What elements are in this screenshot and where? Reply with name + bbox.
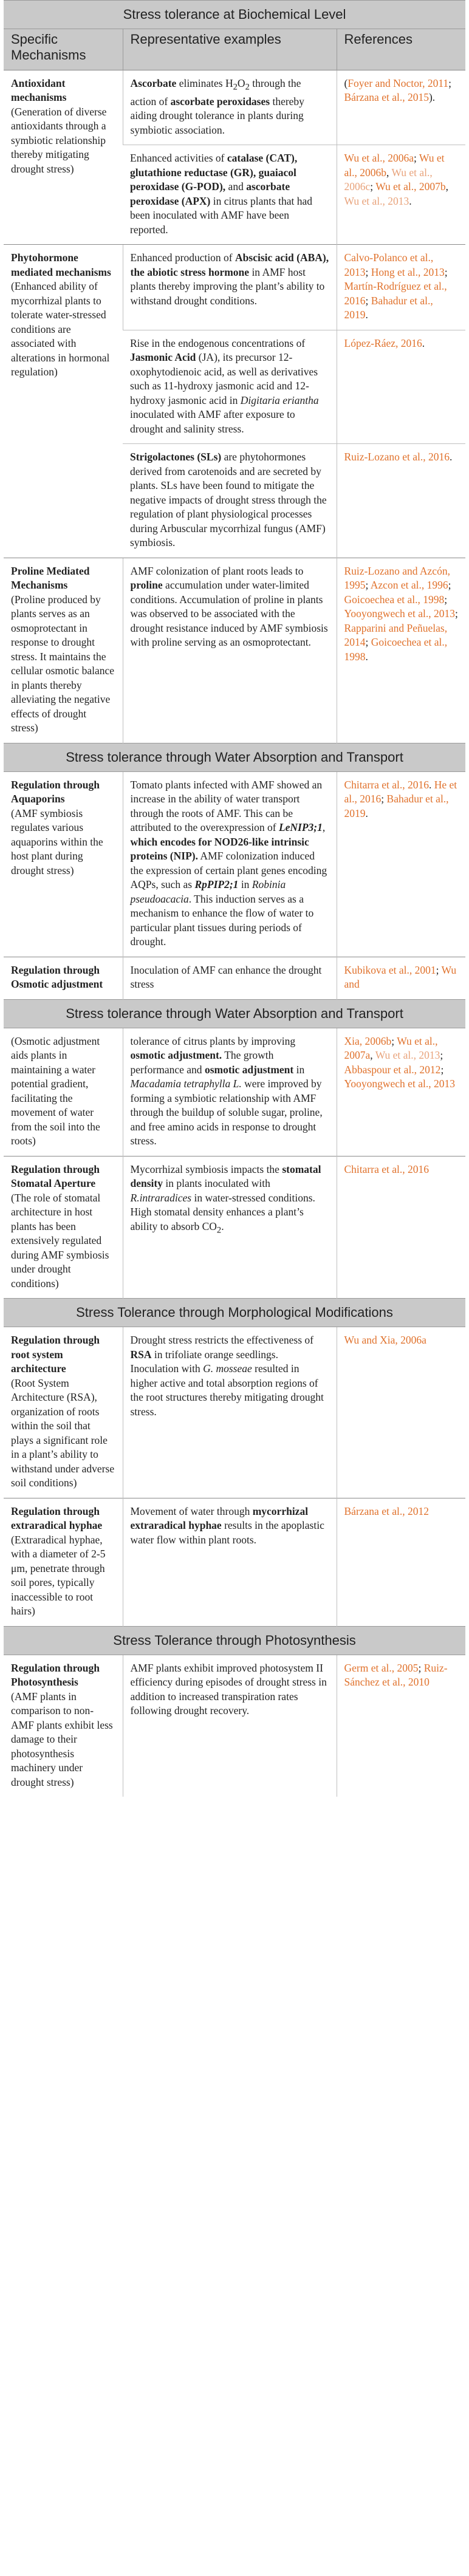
mechanism-cell	[4, 245, 123, 558]
reference-link[interactable]: Bahadur et al., 2019	[344, 793, 449, 819]
mechanism-description: (Generation of diverse antioxidants through a symbiotic relationship thereby mitigating drought stress)	[11, 105, 107, 175]
example-cell: Inoculation of AMF can enhance the drought stress	[123, 957, 337, 999]
table-row-osmotic-2	[4, 1028, 465, 1156]
reference-link[interactable]: Abbaspour et al., 2012	[344, 1063, 441, 1076]
example-cell: Movement of water through mycorrhizal extraradical hyphae results in the apoplastic water flow within plant roots.	[123, 1498, 337, 1626]
mechanism-description: (Osmotic adjustment aids plants in maintaining a water potential gradient, facilitating the movement of water from the soil into the roots)	[11, 1034, 100, 1147]
mechanism-description: (AMF symbiosis regulates various aquaporins within the host plant during drought stress)	[11, 807, 103, 876]
reference-link[interactable]: Foyer and Noctor, 2011	[347, 77, 449, 89]
section-title: Stress tolerance at Biochemical Level	[4, 1, 465, 29]
reference-link[interactable]: Ruiz-Lozano and Azcón, 1995	[344, 564, 450, 592]
reference-link[interactable]: Yooyongwech et al., 2013	[344, 1078, 455, 1090]
table-row-proline	[4, 558, 465, 743]
example-cell: AMF plants exhibit improved photosystem II efficiency during episodes of drought stress in addition to increased transpiration rates following drought recovery.	[123, 1655, 337, 1797]
reference-link[interactable]: Ruiz-Sánchez et al., 2010	[344, 1661, 448, 1689]
mechanism-description: (AMF plants in comparison to non-AMF plants exhibit less damage to their photosynthesis machinery under drought stress)	[11, 1690, 113, 1788]
reference-link[interactable]: Xia, 2006b	[344, 1034, 392, 1047]
section-title: Stress Tolerance through Photosynthesis	[4, 1626, 465, 1655]
example-cell: Drought stress restricts the effectiveness of RSA in trifoliate orange seedlings. Inoculation with G. mosseae resulted in higher active and total absorption regions of the root structures thereby mitigating drought stress.	[123, 1327, 337, 1498]
example-cell: Tomato plants infected with AMF showed an increase in the ability of water transport through the roots of AMF. This can be attributed to the overexpression of LeNIP3;1, which encodes for NOD26-like intrinsic proteins (NIP). AMF colonization induced the expression of certain plant genes encoding AQPs, such as RpPIP2;1 in Robinia pseudoacacia. This induction serves as a mechanism to enhance the flow of water to particular plant tissues during periods of drought.	[123, 771, 337, 957]
mechanism-title: Proline Mediated Mechanisms	[11, 564, 90, 592]
section-banner-water-1	[4, 743, 465, 771]
reference-link[interactable]: Bahadur et al., 2019	[344, 294, 433, 321]
mechanism-title: Regulation through extraradical hyphae	[11, 1505, 103, 1532]
mechanism-description: (The role of stomatal architecture in host plants has been extensively regulated during AMF symbiosis under drought conditions)	[11, 1191, 109, 1290]
section-title: Stress Tolerance through Morphological Modifications	[4, 1299, 465, 1327]
reference-link[interactable]: Goicoechea et al., 1998	[344, 593, 445, 606]
reference-link[interactable]: Rapparini and Peñuelas, 2014	[344, 621, 448, 649]
mechanism-title: Antioxidant mechanisms	[11, 77, 67, 104]
example-cell: tolerance of citrus plants by improving osmotic adjustment. The growth performance and osmotic adjustment in Macadamia tetraphylla L. were improved by forming a symbiotic relationship with AMF through the buildup of soluble sugar, proline, and free amino acids in response to drought stress.	[123, 1028, 337, 1156]
table-row-root-architecture	[4, 1327, 465, 1498]
reference-link[interactable]: Goicoechea et al., 1998	[344, 636, 448, 663]
table-row-stomatal	[4, 1156, 465, 1299]
mechanism-cell	[4, 558, 123, 743]
reference-cell: (Foyer and Noctor, 2011; Bárzana et al., 2015).	[337, 70, 465, 145]
reference-link[interactable]: Wu et al., 2006b	[344, 152, 445, 179]
reference-link[interactable]: Wu et al., 2013	[344, 194, 409, 207]
section-title: Stress tolerance through Water Absorption and Transport	[4, 999, 465, 1028]
mechanism-title: Regulation through Aquaporins	[11, 778, 100, 805]
reference-link[interactable]: Wu et al., 2006a	[344, 152, 414, 165]
reference-link[interactable]: Chitarra et al., 2016	[344, 778, 429, 791]
reference-link[interactable]: Calvo-Polanco et al., 2013	[344, 251, 434, 278]
section-title: Stress tolerance through Water Absorption and Transport	[4, 743, 465, 771]
mechanism-title: Regulation through Osmotic adjustment	[11, 963, 103, 991]
reference-link[interactable]: Bárzana et al., 2015	[344, 91, 429, 104]
table-row-photosynthesis	[4, 1655, 465, 1797]
mechanism-cell	[4, 1156, 123, 1299]
header-representative-examples: Representative examples	[123, 29, 337, 70]
section-banner-photosynthesis	[4, 1626, 465, 1655]
mechanism-title: Regulation through Stomatal Aperture	[11, 1163, 100, 1190]
mechanism-title: Regulation through Photosynthesis	[11, 1661, 100, 1689]
reference-link[interactable]: Wu and	[344, 963, 457, 991]
example-cell: Enhanced production of Abscisic acid (ABA), the abiotic stress hormone in AMF host plants thereby improving the plant’s ability to withstand drought conditions.	[123, 245, 337, 330]
mechanism-cell	[4, 771, 123, 957]
amf-drought-table	[4, 0, 465, 1797]
mechanism-cell	[4, 70, 123, 245]
example-cell: Strigolactones (SLs) are phytohormones derived from carotenoids and are secreted by plants. SLs have been found to mitigate the negative impacts of drought stress through the regulation of plant physiological processes during Arbuscular mycorrhizal fungus (AMF) symbiosis.	[123, 444, 337, 558]
example-cell: Ascorbate eliminates $H_2O_2$ through the action of ascorbate peroxidases thereby aiding drought tolerance in plants during symbiotic association.	[123, 70, 337, 145]
mechanism-title: Regulation through root system architecture	[11, 1334, 100, 1375]
reference-link[interactable]: Martín-Rodríguez et al., 2016	[344, 280, 447, 307]
mechanism-cell	[4, 957, 123, 999]
section-banner-water-2	[4, 999, 465, 1028]
reference-cell: Kubikova et al., 2001; Wu and	[337, 957, 465, 999]
reference-cell	[337, 1498, 465, 1626]
example-cell: Rise in the endogenous concentrations of Jasmonic Acid (JA), its precursor 12-oxophytodienoic acid, as well as derivatives such as 11-hydroxy jasmonic acid and 12-hydroxy jasmonic acid in Digitaria eriantha inoculated with AMF after exposure to drought and salinity stress.	[123, 330, 337, 444]
mechanism-cell	[4, 1028, 123, 1156]
reference-link[interactable]: He et al., 2016	[344, 778, 457, 805]
reference-link[interactable]: Wu et al., 2007b	[375, 180, 446, 193]
reference-link[interactable]: Hong et al., 2013	[371, 265, 445, 278]
mechanism-description: (Root System Architecture (RSA), organization of roots within the soil that plays a significant role in a plant’s ability to withstand under adverse soil conditions)	[11, 1376, 115, 1489]
reference-cell: Wu et al., 2006a; Wu et al., 2006b, Wu et al., 2006c; Wu et al., 2007b, Wu et al., 2013.	[337, 145, 465, 245]
mechanism-description: (Enhanced ability of mycorrhizal plants to tolerate water-stressed conditions are associated with alterations in hormonal regulation)	[11, 280, 110, 378]
reference-cell: Germ et al., 2005; Ruiz-Sánchez et al., 2010	[337, 1655, 465, 1797]
header-specific-mechanisms: Specific Mechanisms	[4, 29, 123, 70]
reference-link[interactable]: Yooyongwech et al., 2013	[344, 607, 455, 620]
reference-link[interactable]: Chitarra et al., 2016	[344, 1163, 429, 1175]
section-banner-morphological	[4, 1299, 465, 1327]
reference-cell: Chitarra et al., 2016. He et al., 2016; Bahadur et al., 2019.	[337, 771, 465, 957]
reference-cell: Xia, 2006b; Wu et al., 2007a, Wu et al., 2013; Abbaspour et al., 2012; Yooyongwech et al., 2013	[337, 1028, 465, 1156]
column-header-row	[4, 29, 465, 70]
mechanism-title: Phytohormone mediated mechanisms	[11, 251, 111, 278]
header-references: References	[337, 29, 465, 70]
reference-cell: Ruiz-Lozano et al., 2016.	[337, 444, 465, 558]
mechanism-description: (Extraradical hyphae, with a diameter of 2-5 μm, penetrate through soil pores, typically inaccessible to root hairs)	[11, 1533, 106, 1618]
table-row-phytohormone-1	[4, 245, 465, 330]
reference-cell: Calvo-Polanco et al., 2013; Hong et al., 2013; Martín-Rodríguez et al., 2016; Bahadur et al., 2019.	[337, 245, 465, 330]
reference-link[interactable]: Bárzana et al., 2012	[344, 1505, 429, 1517]
reference-link[interactable]: Wu et al., 2007a	[344, 1034, 438, 1062]
section-banner-biochemical	[4, 1, 465, 29]
reference-link[interactable]: Azcon et al., 1996	[370, 579, 448, 592]
reference-link[interactable]: López-Ráez, 2016	[344, 337, 422, 349]
reference-cell: López-Ráez, 2016.	[337, 330, 465, 444]
table-row-osmotic-1	[4, 957, 465, 999]
example-cell: Enhanced activities of catalase (CAT), glutathione reductase (GR), guaiacol peroxidase (G-POD), and ascorbate peroxidase (APX) in citrus plants that had been inoculated with AMF have been reported.	[123, 145, 337, 245]
mechanism-cell	[4, 1655, 123, 1797]
reference-link[interactable]: Wu et al., 2013	[375, 1049, 440, 1062]
reference-link[interactable]: Germ et al., 2005	[344, 1661, 419, 1674]
example-cell: Mycorrhizal symbiosis impacts the stomatal density in plants inoculated with R.intraradices in water-stressed conditions. High stomatal density enhances a plant’s ability to absorb $CO_2$.	[123, 1156, 337, 1299]
mechanism-cell	[4, 1327, 123, 1498]
reference-cell	[337, 1156, 465, 1299]
example-cell: AMF colonization of plant roots leads to proline accumulation under water-limited conditions. Accumulation of proline in plants was observed to be associated with the drought resistance induced by AMF symbiosis with proline serving as an osmoprotectant.	[123, 558, 337, 743]
reference-cell: Ruiz-Lozano and Azcón, 1995; Azcon et al., 1996; Goicoechea et al., 1998; Yooyongwech et al., 2013; Rapparini and Peñuelas, 2014; Goicoechea et al., 1998.	[337, 558, 465, 743]
table-row-aquaporins	[4, 771, 465, 957]
reference-link[interactable]: Kubikova et al., 2001	[344, 963, 436, 976]
reference-cell	[337, 1327, 465, 1498]
mechanism-description: (Proline produced by plants serves as an osmoprotectant in response to drought stress. It maintains the cellular osmotic balance in plants thereby alleviating the negative effects of drought stress)	[11, 593, 115, 734]
reference-link[interactable]: Wu and Xia, 2006a	[344, 1334, 426, 1347]
table-row-antioxidant-1	[4, 70, 465, 145]
reference-link[interactable]: Ruiz-Lozano et al., 2016	[344, 451, 450, 463]
table-row-extraradical-hyphae	[4, 1498, 465, 1626]
mechanism-cell	[4, 1498, 123, 1626]
reference-link[interactable]: Wu et al., 2006c	[344, 166, 433, 193]
